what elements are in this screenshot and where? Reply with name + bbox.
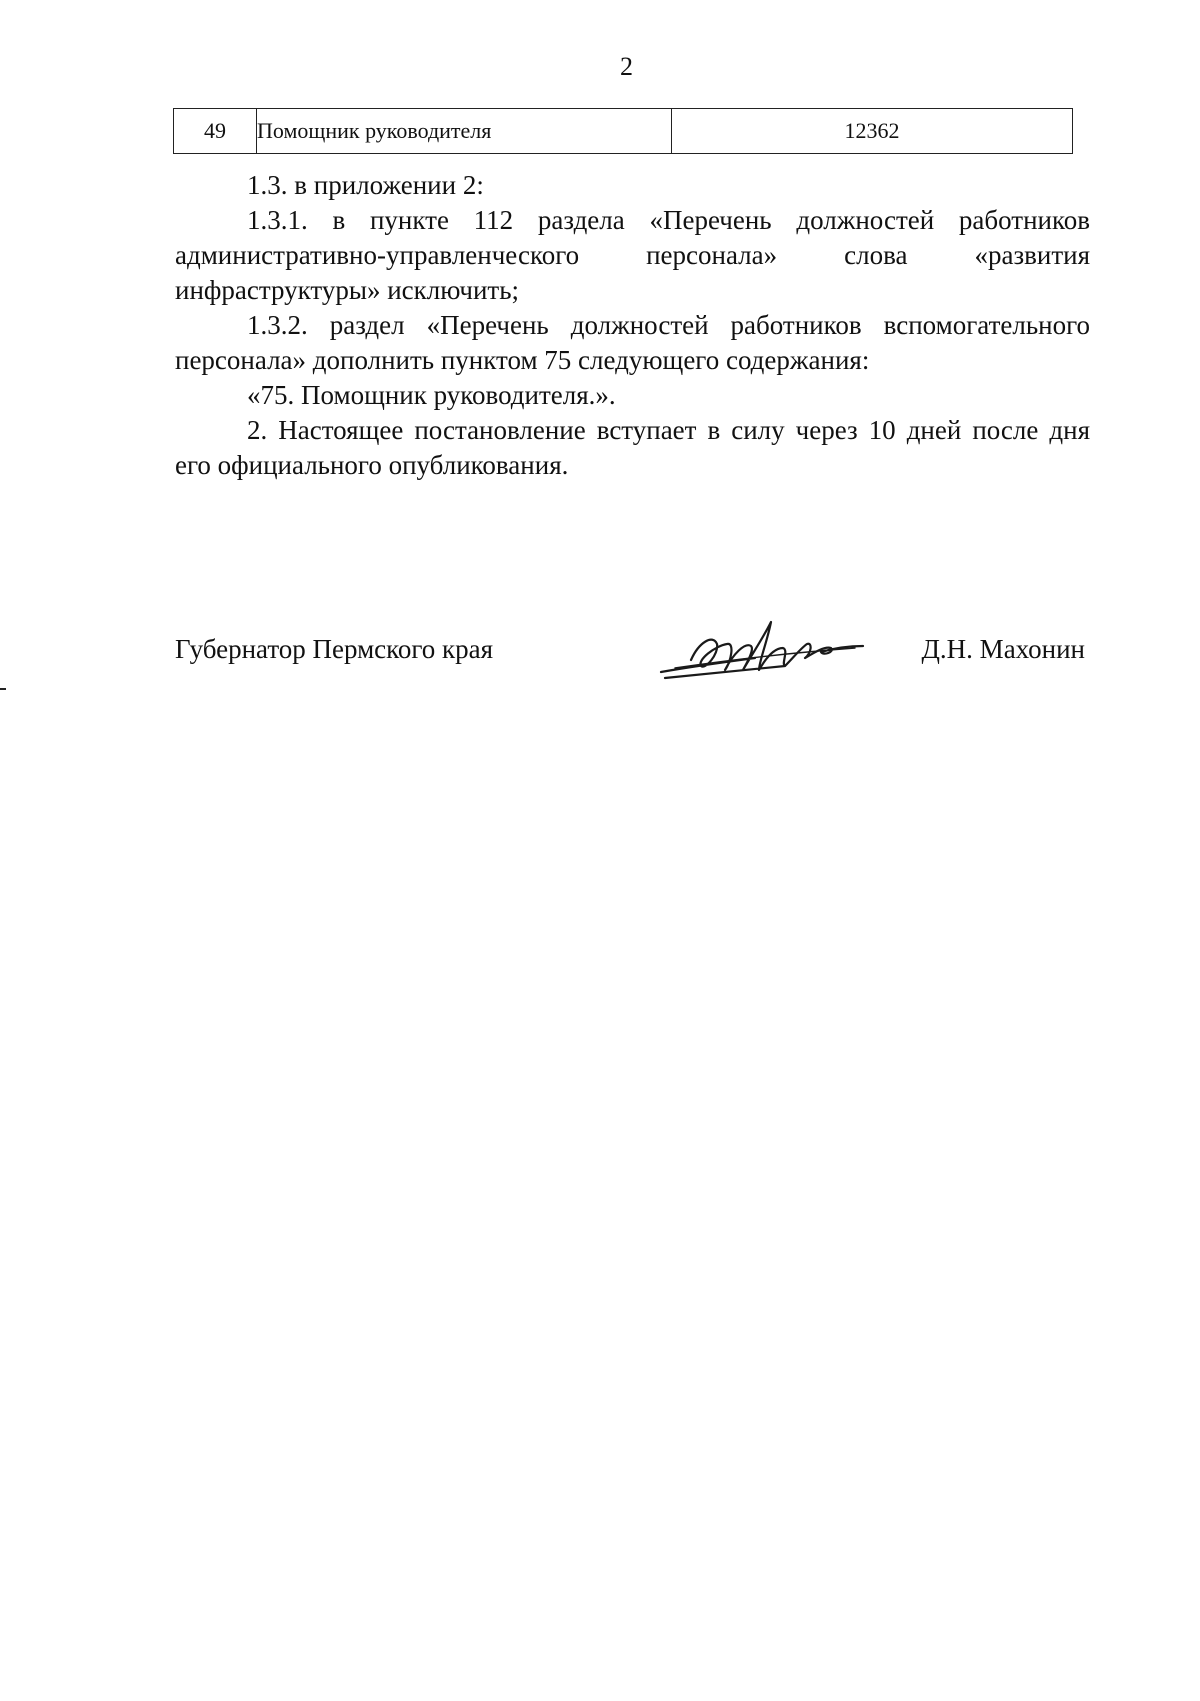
document-body [175, 168, 1090, 483]
paragraph-2: 2. Настоящее постановление вступает в силу через 10 дней после дня его официального опубликования. [175, 415, 1090, 480]
paragraph-item-75: «75. Помощник руководителя.». [247, 380, 616, 410]
paragraph-1-3: 1.3. в приложении 2: [247, 170, 484, 200]
signature-block [175, 622, 1085, 692]
scan-edge-mark [0, 688, 6, 690]
row-number: 49 [174, 109, 257, 154]
page-number: 2 [620, 52, 633, 81]
paragraph-1-3-1: 1.3.1. в пункте 112 раздела «Перечень должностей работников административно-управленческого персонала» слова «развития инфраструктуры» исключить; [175, 205, 1090, 305]
position-title: Помощник руководителя [257, 109, 672, 154]
signatory-role: Губернатор Пермского края [175, 634, 494, 664]
paragraph-1-3-2: 1.3.2. раздел «Перечень должностей работников вспомогательного персонала» дополнить пунктом 75 следующего содержания: [175, 310, 1090, 375]
positions-table [173, 108, 1073, 154]
position-code: 12362 [672, 109, 1073, 154]
signatory-name: Д.Н. Махонин [921, 634, 1085, 664]
handwritten-signature [655, 608, 865, 690]
table-row [174, 109, 1073, 154]
